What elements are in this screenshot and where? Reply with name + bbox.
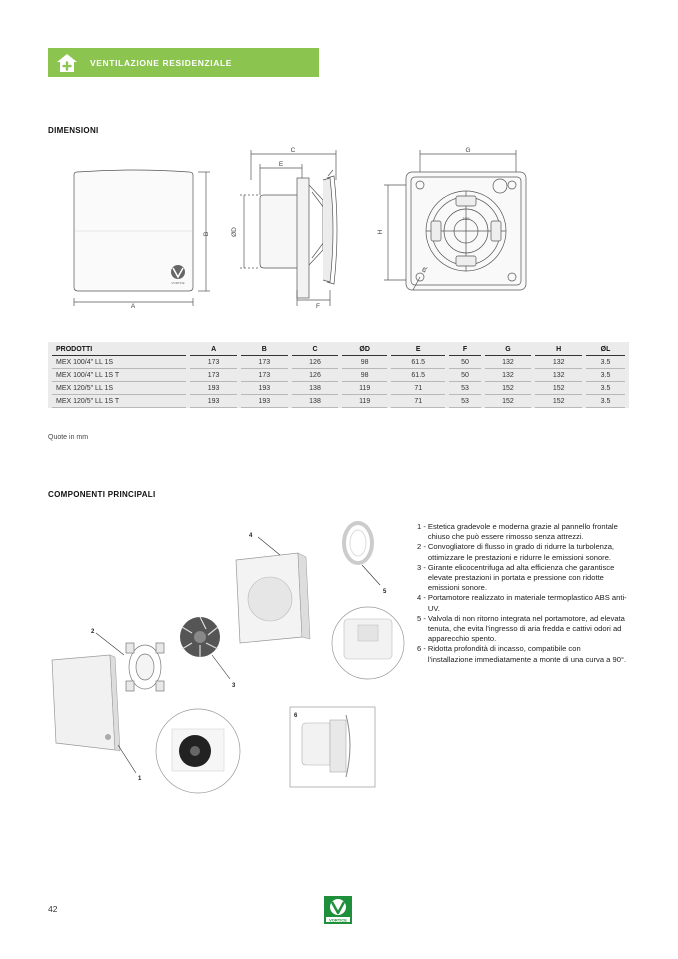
dimension-drawings [48,140,638,310]
dimensions-title: DIMENSIONI [48,126,99,135]
section-header-bar [48,48,319,77]
table-cell: 50 [449,356,480,369]
front-logo [171,265,185,285]
table-cell: 173 [190,369,237,382]
vortice-logo [324,896,352,924]
table-cell: 152 [485,395,532,408]
motor-detail-view [156,709,240,793]
list-item: 1 - Estetica gradevole e moderna grazie al pannello frontale chiuso che può essere rimosso senza attrezzi. [417,522,618,542]
label-l: ØL [420,265,430,274]
table-cell: 98 [342,356,387,369]
label-d: ØD [231,227,238,237]
components-title: COMPONENTI PRINCIPALI [48,490,156,499]
table-cell: 152 [535,395,582,408]
callout-4: 4 [249,533,253,539]
table-row [52,382,625,395]
table-cell: 138 [292,382,339,395]
column-header: ØD [342,342,387,356]
table-cell: 173 [190,356,237,369]
column-header: PRODOTTI [52,342,186,356]
table-cell: 173 [241,356,288,369]
table-cell: 3.5 [586,356,625,369]
specs-table [48,342,629,408]
table-cell: 3.5 [586,369,625,382]
component-impeller [180,617,230,679]
label-h: H [377,229,384,235]
table-cell: 53 [449,382,480,395]
label-b: B [203,231,210,237]
table-cell: 193 [241,395,288,408]
table-cell: 61.5 [391,369,445,382]
rear-view-drawing [384,150,526,290]
component-motor-housing [236,537,310,643]
table-cell: 71 [391,382,445,395]
column-header: E [391,342,445,356]
table-cell: 132 [535,356,582,369]
table-cell: MEX 100/4" LL 1S T [52,369,186,382]
column-header: F [449,342,480,356]
page-number: 42 [48,904,58,914]
table-cell: 61.5 [391,356,445,369]
callout-6: 6 [294,713,298,719]
callout-2: 2 [91,629,95,635]
component-valve [332,523,404,679]
table-cell: 98 [342,369,387,382]
components-exploded-view [40,515,410,815]
component-front-panel [52,655,136,773]
components-list [417,522,627,665]
drawing-brand-label: VORTICE [171,281,185,285]
table-cell: 152 [535,382,582,395]
table-cell: 50 [449,369,480,382]
label-f: F [316,303,320,310]
table-cell: 119 [342,382,387,395]
column-header: G [485,342,532,356]
table-cell: MEX 120/5" LL 1S [52,382,186,395]
table-cell: 126 [292,369,339,382]
column-header: B [241,342,288,356]
table-cell: 53 [449,395,480,408]
list-item: 5 - Valvola di non ritorno integrata nel portamotore, ad elevata tenuta, che evita l'ingresso di aria fredda e cattivi odori ad apparecchio spento. [417,613,625,644]
table-cell: 3.5 [586,382,625,395]
label-e: E [278,161,284,168]
component-installation-depth [290,707,375,787]
table-cell: 132 [485,369,532,382]
list-item: 6 - Ridotta profondità di incasso, compatibile con l'installazione immediatamente a monte di una curva a 90°. [417,644,627,664]
list-item: 4 - Portamotore realizzato in materiale termoplastico ABS anti-UV. [417,593,627,613]
column-header: ØL [586,342,625,356]
table-row [52,356,625,369]
table-cell: 138 [292,395,339,408]
label-c: C [290,147,296,154]
list-item: 2 - Convogliatore di flusso in grado di ridurre la turbolenza, ottimizzare le prestazioni e ridurre le emissioni sonore. [417,542,615,562]
column-header: A [190,342,237,356]
side-view-drawing [240,150,337,306]
house-fan-icon [56,52,78,74]
label-g: G [465,147,471,154]
column-header: C [292,342,339,356]
table-cell: 3.5 [586,395,625,408]
table-row [52,395,625,408]
table-cell: MEX 120/5" LL 1S T [52,395,186,408]
table-cell: 126 [292,356,339,369]
table-cell: 173 [241,369,288,382]
table-cell: 193 [190,395,237,408]
table-cell: 119 [342,395,387,408]
callout-3: 3 [232,683,236,689]
table-cell: 152 [485,382,532,395]
label-top: TOP [462,217,470,221]
callout-5: 5 [383,589,387,595]
table-cell: 132 [485,356,532,369]
callout-1: 1 [138,776,142,782]
table-cell: 71 [391,395,445,408]
table-cell: 193 [241,382,288,395]
list-item: 3 - Girante elicocentrifuga ad alta efficienza che garantisce elevate prestazioni in portata e pressione con ridotte emissioni sonore. [417,562,615,593]
table-cell: 193 [190,382,237,395]
units-note: Quote in mm [48,434,89,441]
table-header-row [52,342,625,356]
logo-text: VORTICE [329,917,347,923]
table-row [52,369,625,382]
section-header-title: VENTILAZIONE RESIDENZIALE [90,57,233,68]
front-view-drawing [74,170,210,306]
table-cell: MEX 100/4" LL 1S [52,356,186,369]
label-a: A [130,303,136,310]
table-cell: 132 [535,369,582,382]
column-header: H [535,342,582,356]
